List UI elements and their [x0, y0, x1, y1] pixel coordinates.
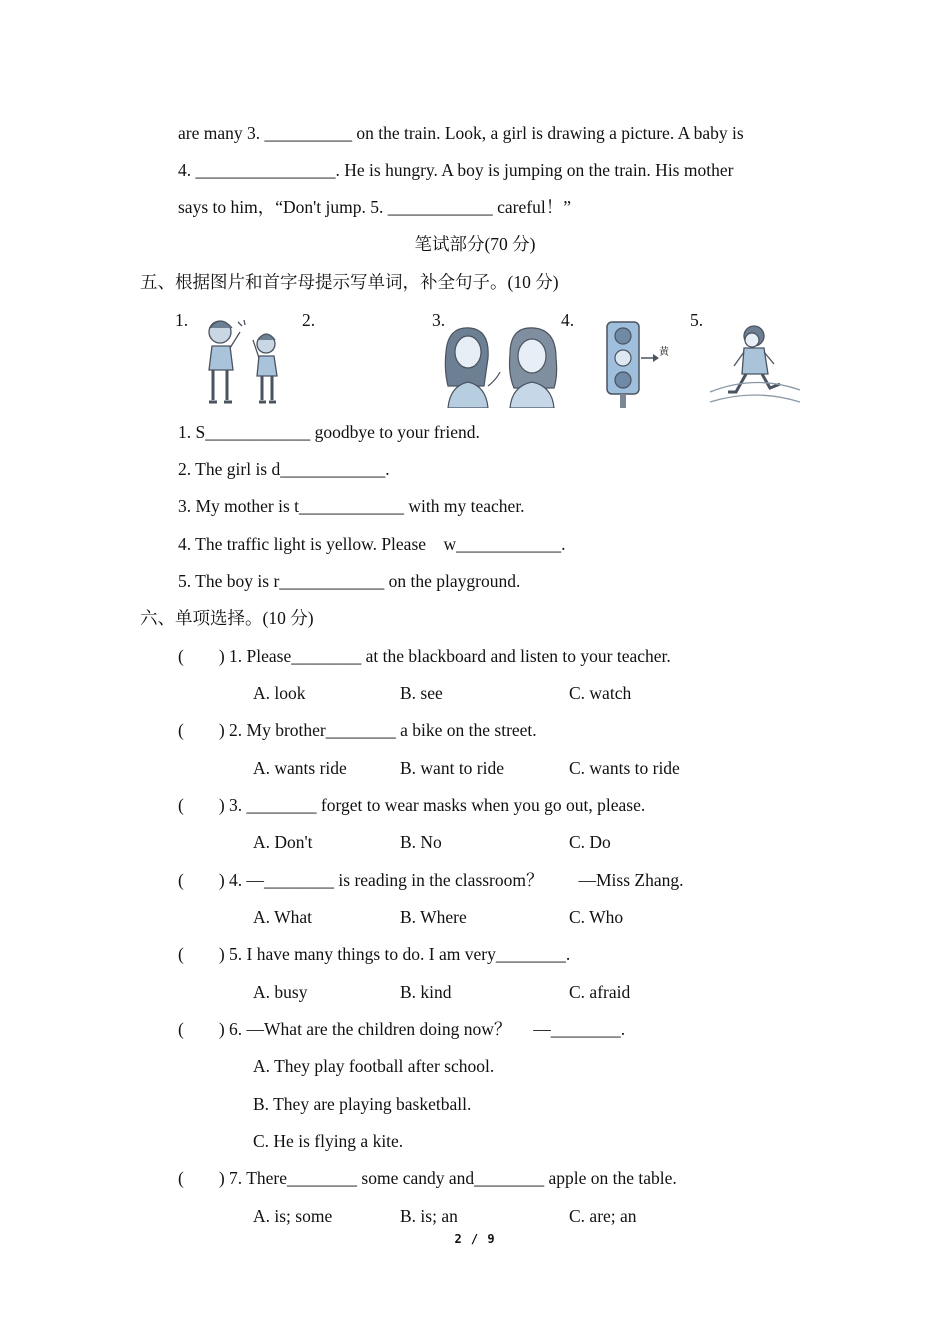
question-2-option-c: C. wants to ride: [569, 758, 680, 778]
section-5-heading: 五、根据图片和首字母提示写单词，补全句子。(10 分): [140, 272, 559, 292]
question-5-stem: ( ) 5. I have many things to do. I am very________.: [178, 944, 571, 964]
page-number: 2 / 9: [454, 1232, 496, 1246]
question-2-option-b: B. want to ride: [400, 758, 505, 778]
question-6-option-c: C. He is flying a kite.: [253, 1131, 404, 1151]
passage-line-1: are many 3. __________ on the train. Look, a girl is drawing a picture. A baby is: [178, 123, 744, 143]
question-3-option-a: A. Don't: [253, 832, 313, 852]
question-4-option-a: A. What: [253, 907, 312, 927]
question-4-stem: ( ) 4. —________ is reading in the classroom？ —Miss Zhang.: [178, 870, 684, 890]
question-5-option-b: B. kind: [400, 982, 452, 1002]
section-5-item-3: 3. My mother is t____________ with my teacher.: [178, 496, 525, 516]
question-5-option-a: A. busy: [253, 982, 308, 1002]
question-5-option-c: C. afraid: [569, 982, 631, 1002]
question-4-option-c: C. Who: [569, 907, 624, 927]
section-5-item-4: 4. The traffic light is yellow. Please w____________.: [178, 534, 566, 554]
picture-number-1: 1.: [175, 310, 189, 330]
question-6-option-b: B. They are playing basketball.: [253, 1094, 472, 1114]
kids-saying-goodbye-illustration: [198, 314, 294, 412]
section-5-item-5: 5. The boy is r____________ on the playground.: [178, 571, 521, 591]
boy-running-illustration: [708, 322, 802, 410]
question-2-option-a: A. wants ride: [253, 758, 347, 778]
picture-number-3: 3.: [432, 310, 446, 330]
section-5-item-2: 2. The girl is d____________.: [178, 459, 390, 479]
traffic-light-label: 黄: [659, 347, 669, 358]
question-1-stem: ( ) 1. Please________ at the blackboard and listen to your teacher.: [178, 646, 671, 666]
picture-number-2: 2.: [302, 310, 316, 330]
question-1-option-b: B. see: [400, 683, 443, 703]
question-3-option-c: C. Do: [569, 832, 611, 852]
question-3-stem: ( ) 3. ________ forget to wear masks when you go out, please.: [178, 795, 646, 815]
question-6-stem: ( ) 6. —What are the children doing now？ —________.: [178, 1019, 626, 1039]
women-talking-illustration: [432, 322, 560, 408]
traffic-light-illustration: [603, 320, 675, 410]
question-3-option-b: B. No: [400, 832, 442, 852]
question-7-option-c: C. are; an: [569, 1206, 637, 1226]
question-1-option-c: C. watch: [569, 683, 632, 703]
picture-number-4: 4.: [561, 310, 575, 330]
question-4-option-b: B. Where: [400, 907, 467, 927]
question-2-stem: ( ) 2. My brother________ a bike on the street.: [178, 720, 537, 740]
picture-number-5: 5.: [690, 310, 704, 330]
passage-line-2: 4. ________________. He is hungry. A boy is jumping on the train. His mother: [178, 160, 734, 180]
question-7-option-b: B. is; an: [400, 1206, 458, 1226]
question-7-option-a: A. is; some: [253, 1206, 333, 1226]
written-part-title: 笔试部分(70 分): [414, 234, 536, 254]
question-6-option-a: A. They play football after school.: [253, 1056, 495, 1076]
section-5-item-1: 1. S____________ goodbye to your friend.: [178, 422, 480, 442]
passage-line-3: says to him，“Don't jump. 5. ____________ careful！”: [178, 197, 571, 217]
question-7-stem: ( ) 7. There________ some candy and________ apple on the table.: [178, 1168, 677, 1188]
question-1-option-a: A. look: [253, 683, 306, 703]
section-6-heading: 六、单项选择。(10 分): [140, 608, 314, 628]
